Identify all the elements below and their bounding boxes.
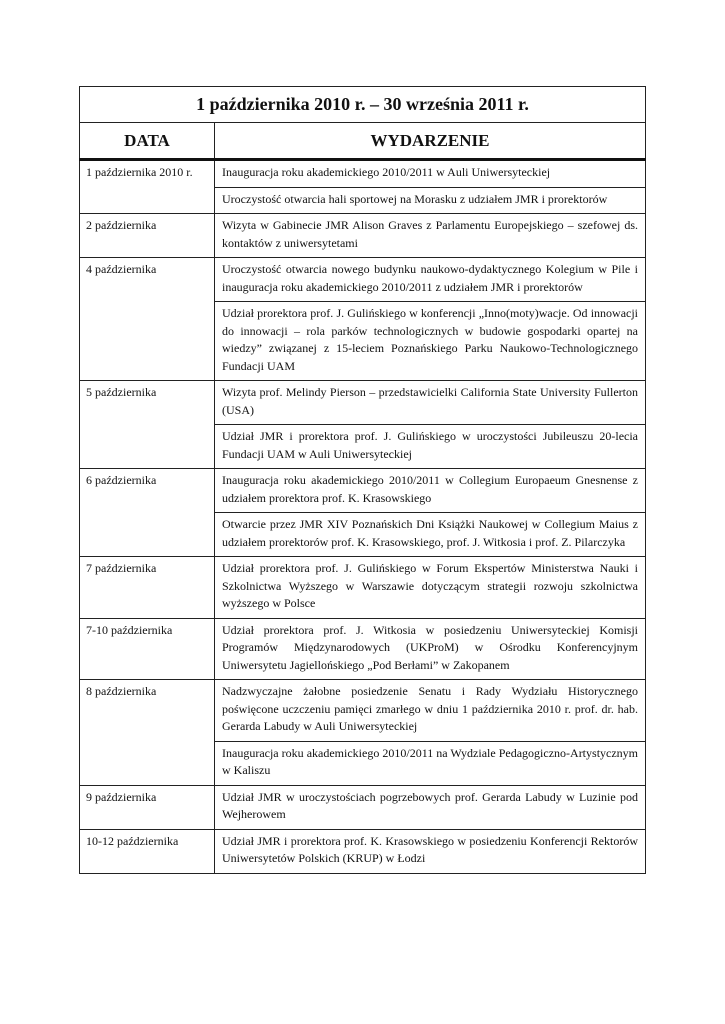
event-description: Udział prorektora prof. J. Witkosia w posiedzeniu Uniwersyteckiej Komisji Programów Międzynarodowych (UKProM) w Ośrodku Konferencyjnym Uniwersytetu Jagiellońskiego „Pod Berłami” w Zakopanem [215, 618, 646, 680]
event-description: Udział prorektora prof. J. Gulińskiego w Forum Ekspertów Ministerstwa Nauki i Szkolnictwa Wyższego w Warszawie dotyczącym strategii rozwoju szkolnictwa wyższego w Polsce [215, 557, 646, 619]
event-date: 5 października [80, 381, 215, 469]
table-row [80, 214, 646, 258]
event-description: Uroczystość otwarcia nowego budynku naukowo-dydaktycznego Kolegium w Pile i inauguracja roku akademickiego 2010/2011 z udziałem JMR i prorektorów [215, 258, 646, 302]
table-row [80, 381, 646, 425]
event-description: Otwarcie przez JMR XIV Poznańskich Dni Książki Naukowej w Collegium Maius z udziałem prorektorów prof. K. Krasowskiego, prof. J. Witkosia i prof. Z. Pilarczyka [215, 513, 646, 557]
event-date: 4 października [80, 258, 215, 381]
column-header-date: DATA [80, 123, 215, 160]
event-description: Uroczystość otwarcia hali sportowej na Morasku z udziałem JMR i prorektorów [215, 187, 646, 214]
table-row [80, 680, 646, 742]
event-date: 8 października [80, 680, 215, 786]
event-date: 7-10 października [80, 618, 215, 680]
event-date: 2 października [80, 214, 215, 258]
event-date: 10-12 października [80, 829, 215, 873]
event-description: Inauguracja roku akademickiego 2010/2011 na Wydziale Pedagogiczno-Artystycznym w Kaliszu [215, 741, 646, 785]
event-description: Udział JMR w uroczystościach pogrzebowych prof. Gerarda Labudy w Luzinie pod Wejherowem [215, 785, 646, 829]
event-date: 7 października [80, 557, 215, 619]
event-description: Udział JMR i prorektora prof. K. Krasowskiego w posiedzeniu Konferencji Rektorów Uniwersytetów Polskich (KRUP) w Łodzi [215, 829, 646, 873]
event-date: 6 października [80, 469, 215, 557]
event-description: Udział JMR i prorektora prof. J. Gulińskiego w uroczystości Jubileuszu 20-lecia Fundacji UAM w Auli Uniwersyteckiej [215, 425, 646, 469]
event-description: Inauguracja roku akademickiego 2010/2011 w Collegium Europaeum Gnesnense z udziałem prorektora prof. K. Krasowskiego [215, 469, 646, 513]
table-row [80, 618, 646, 680]
table-title: 1 października 2010 r. – 30 września 2011 r. [80, 87, 646, 123]
column-header-event: WYDARZENIE [215, 123, 646, 160]
event-description: Wizyta w Gabinecie JMR Alison Graves z Parlamentu Europejskiego – szefowej ds. kontaktów z uniwersytetami [215, 214, 646, 258]
event-description: Nadzwyczajne żałobne posiedzenie Senatu i Rady Wydziału Historycznego poświęcone uczczeniu pamięci zmarłego w dniu 1 października 2010 r. prof. dr. hab. Gerarda Labudy w Auli Uniwersyteckiej [215, 680, 646, 742]
event-description: Udział prorektora prof. J. Gulińskiego w konferencji „Inno(moty)wacje. Od innowacji do innowacji – rola parków technologicznych w budowie gospodarki opartej na wiedzy” związanej z 15-leciem Poznańskiego Parku Naukowo-Technologicznego Fundacji UAM [215, 302, 646, 381]
document-page [79, 86, 645, 874]
event-date: 9 października [80, 785, 215, 829]
table-row [80, 785, 646, 829]
events-table [79, 86, 646, 874]
event-description: Inauguracja roku akademickiego 2010/2011 w Auli Uniwersyteckiej [215, 160, 646, 188]
event-description: Wizyta prof. Melindy Pierson – przedstawicielki California State University Fullerton (USA) [215, 381, 646, 425]
table-row [80, 160, 646, 188]
table-row [80, 469, 646, 513]
table-body [80, 160, 646, 874]
event-date: 1 października 2010 r. [80, 160, 215, 214]
table-row [80, 258, 646, 302]
table-row [80, 829, 646, 873]
table-row [80, 557, 646, 619]
